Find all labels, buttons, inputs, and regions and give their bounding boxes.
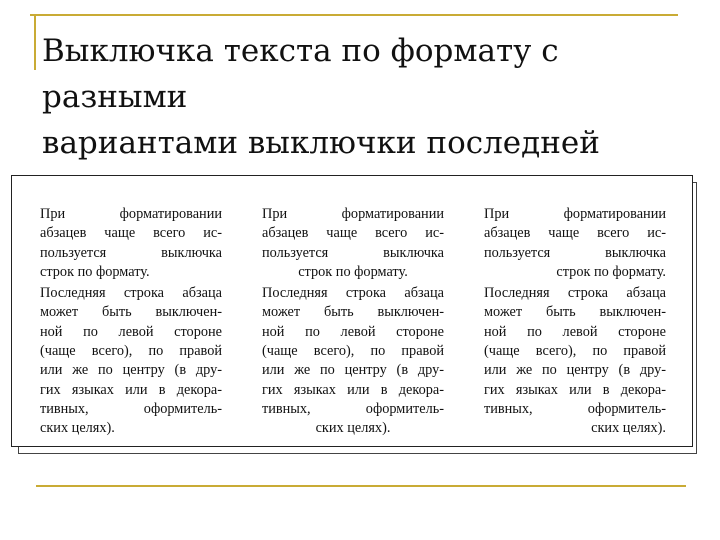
text-line: ной по левой стороне	[484, 323, 666, 340]
text-line: ной по левой стороне	[262, 323, 444, 340]
text-line: может быть выключен-	[484, 304, 666, 321]
text-line: или же по центру (в дру-	[262, 362, 444, 379]
text-line: ной по левой стороне	[40, 323, 222, 340]
last-line-left: строк по формату.	[40, 263, 150, 280]
bottom-decorative-rule	[36, 485, 686, 487]
text-line: абзацев чаще всего ис-	[484, 225, 666, 242]
text-column-right-last-line	[484, 205, 666, 439]
text-line: пользуется выключка	[262, 244, 444, 261]
text-line: пользуется выключка	[484, 244, 666, 261]
title-line-1: Выключка текста по формату с разными	[42, 33, 559, 115]
text-line: (чаще всего), по правой	[262, 343, 444, 360]
text-line: может быть выключен-	[262, 304, 444, 321]
text-line: абзацев чаще всего ис-	[262, 225, 444, 242]
text-line: тивных, оформитель-	[262, 400, 444, 417]
text-column-left-last-line	[40, 205, 222, 439]
last-line-center: строк по формату.	[298, 263, 408, 280]
text-line: абзацев чаще всего ис-	[40, 225, 222, 242]
text-line: тивных, оформитель-	[484, 400, 666, 417]
paragraph-2	[40, 284, 222, 438]
last-line-left: ских целях).	[40, 420, 115, 437]
text-line: Последняя строка абзаца	[262, 285, 444, 302]
text-line: Последняя строка абзаца	[40, 285, 222, 302]
paragraph-1	[484, 205, 666, 282]
text-line: гих языках или в декора-	[484, 381, 666, 398]
text-line: пользуется выключка	[40, 244, 222, 261]
text-line: (чаще всего), по правой	[484, 343, 666, 360]
text-line: гих языках или в декора-	[40, 381, 222, 398]
last-line-right: ских целях).	[591, 420, 666, 437]
title-line-2: вариантами выключки последней	[42, 125, 600, 161]
text-line: гих языках или в декора-	[262, 381, 444, 398]
paragraph-1	[262, 205, 444, 282]
text-column-center-last-line	[262, 205, 444, 439]
text-line: При форматировании	[262, 206, 444, 222]
text-line: При форматировании	[40, 206, 222, 222]
text-line: или же по центру (в дру-	[484, 362, 666, 379]
left-decorative-rule	[34, 14, 36, 70]
text-line: может быть выключен-	[40, 304, 222, 321]
text-line: (чаще всего), по правой	[40, 343, 222, 360]
text-line: Последняя строка абзаца	[484, 285, 666, 302]
text-line: При форматировании	[484, 206, 666, 222]
top-decorative-rule	[30, 14, 678, 16]
paragraph-2	[262, 284, 444, 438]
last-line-center: ских целях).	[315, 420, 391, 437]
paragraph-1	[40, 205, 222, 282]
text-line: тивных, оформитель-	[40, 400, 222, 417]
last-line-right: строк по формату.	[556, 263, 666, 280]
text-line: или же по центру (в дру-	[40, 362, 222, 379]
paragraph-2	[484, 284, 666, 438]
